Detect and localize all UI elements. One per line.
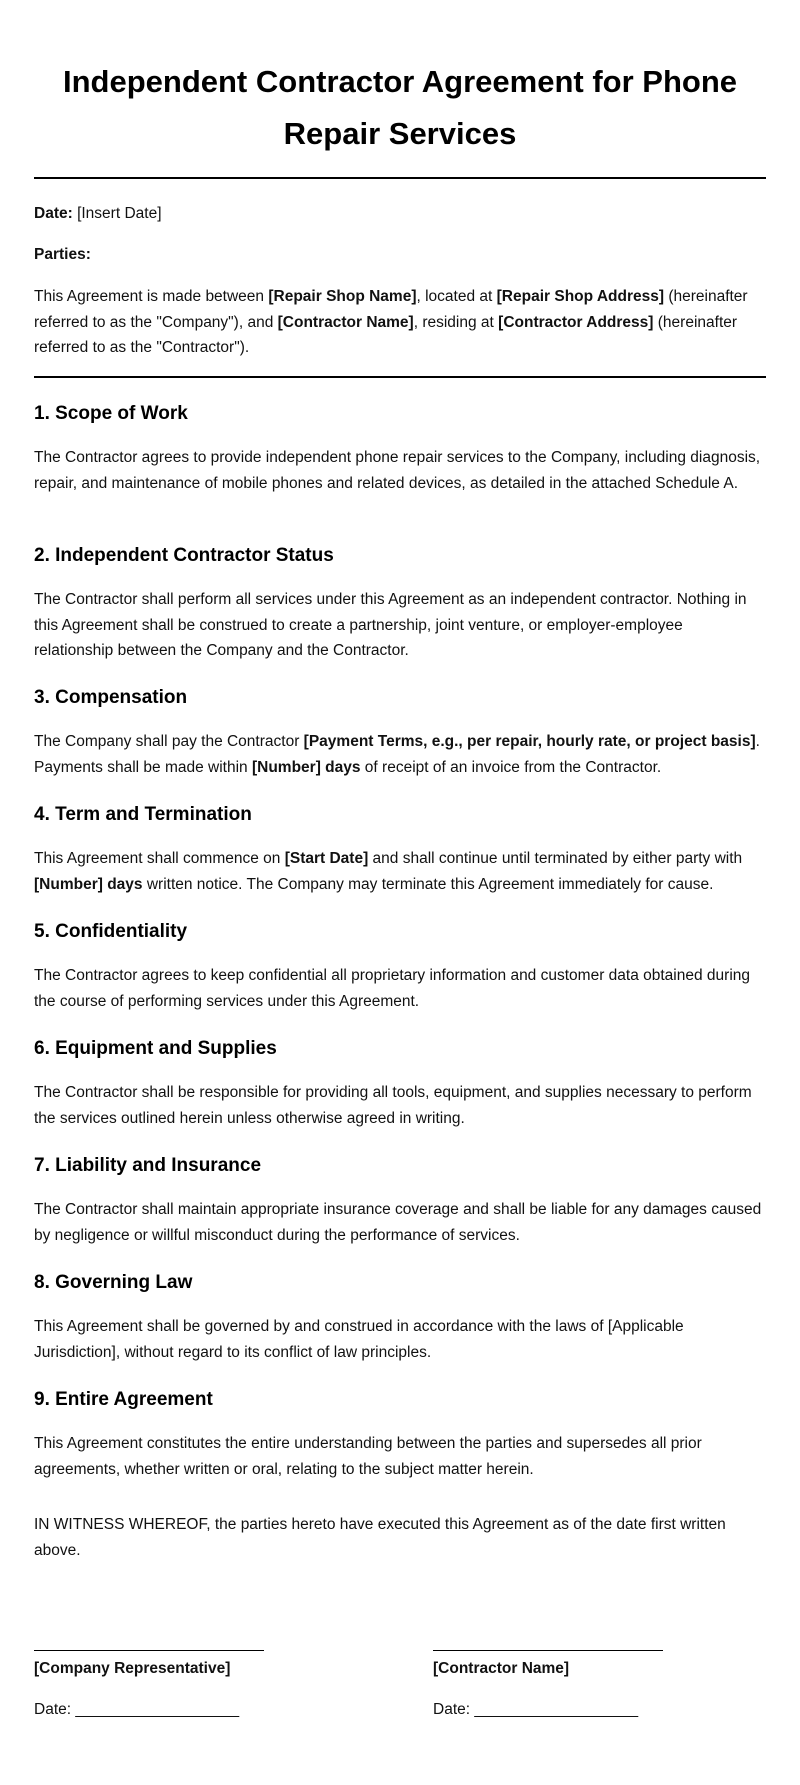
section-heading: 7. Liability and Insurance [34,1155,262,1176]
section-heading: 4. Term and Termination [34,804,252,825]
company-representative-placeholder: [Company Representative] [34,1660,231,1677]
intro-paragraph [34,284,766,361]
section-text-part: The Company shall pay the Contractor [34,733,304,750]
section-text: This Agreement shall be governed by and construed in accordance with the laws of [Applicable Jurisdiction], without regard to its conflict of law principles. [34,1318,684,1361]
date-value: [Insert Date] [72,205,162,222]
section-text: The Contractor shall be responsible for providing all tools, equipment, and supplies necessary to perform the services outlined herein unless otherwise agreed in writing. [34,1084,752,1127]
witness-statement: IN WITNESS WHEREOF, the parties hereto have executed this Agreement as of the date first written above. [34,1516,726,1559]
section-text: The Contractor agrees to keep confidential all proprietary information and customer data obtained during the course of performing services under this Agreement. [34,967,750,1010]
section-text: The Contractor agrees to provide independent phone repair services to the Company, including diagnosis, repair, and maintenance of mobile phones and related devices, as detailed in the attached Schedule A. [34,449,761,492]
title-divider [34,177,766,179]
repair-shop-address-placeholder: [Repair Shop Address] [496,288,665,305]
repair-shop-name-placeholder: [Repair Shop Name] [268,288,417,305]
intro-text: (hereinafter referred to as the "Company"), and [34,288,748,331]
intro-text: This Agreement is made between [34,288,269,305]
section-heading: 1. Scope of Work [34,403,188,424]
intro-divider [34,376,766,378]
company-signature-line [34,1650,264,1651]
section-text: The Contractor shall maintain appropriate insurance coverage and shall be liable for any damages caused by negligence or willful misconduct during the performance of services. [34,1201,762,1244]
contractor-name-signature-placeholder: [Contractor Name] [433,1660,570,1677]
intro-text: , located at [416,288,497,305]
section-heading: 3. Compensation [34,687,188,708]
section-heading: 8. Governing Law [34,1272,193,1293]
contractor-signature-label [433,1658,569,1680]
parties-label [34,242,766,268]
section-text [34,846,766,897]
date-label: Date: [34,205,73,222]
number-days-placeholder: [Number] days [34,875,143,893]
section-text: The Contractor shall perform all services under this Agreement as an independent contractor. Nothing in this Agreement shall be construed to create a partnership, joint venture, or employer-employee relationship between the Company and the Contractor. [34,591,747,659]
section-text-part: . Payments shall be made within [34,733,760,776]
section-text [34,729,766,780]
section-heading: 9. Entire Agreement [34,1389,213,1410]
company-date-line: Date: ___________________ [34,1701,240,1718]
intro-text: (hereinafter referred to as the "Contractor"). [34,313,738,356]
contractor-signature-line [433,1650,663,1651]
document-title: Independent Contractor Agreement for Phone Repair Services [62,64,737,151]
section-text: This Agreement constitutes the entire understanding between the parties and supersedes all prior agreements, whether written or oral, relating to the subject matter herein. [34,1435,702,1478]
section-text-part: written notice. The Company may terminate this Agreement immediately for cause. [142,875,714,893]
contractor-name-placeholder: [Contractor Name] [277,313,414,331]
section-text-part: and shall continue until terminated by either party with [368,850,743,867]
section-heading: 6. Equipment and Supplies [34,1038,277,1059]
number-days-placeholder: [Number] days [251,758,361,776]
date-line [34,201,766,227]
company-signature-label [34,1658,230,1680]
intro-text: , residing at [413,313,499,331]
parties-label-text: Parties: [34,246,91,263]
section-heading: 2. Independent Contractor Status [34,545,334,566]
contractor-address-placeholder: [Contractor Address] [498,313,654,331]
section-text-part: of receipt of an invoice from the Contractor. [360,758,662,776]
payment-terms-placeholder: [Payment Terms, e.g., per repair, hourly rate, or project basis] [303,733,756,750]
section-text-part: This Agreement shall commence on [34,850,285,867]
section-heading: 5. Confidentiality [34,921,188,942]
start-date-placeholder: [Start Date] [284,850,369,867]
contractor-date-line: Date: ___________________ [433,1701,639,1718]
